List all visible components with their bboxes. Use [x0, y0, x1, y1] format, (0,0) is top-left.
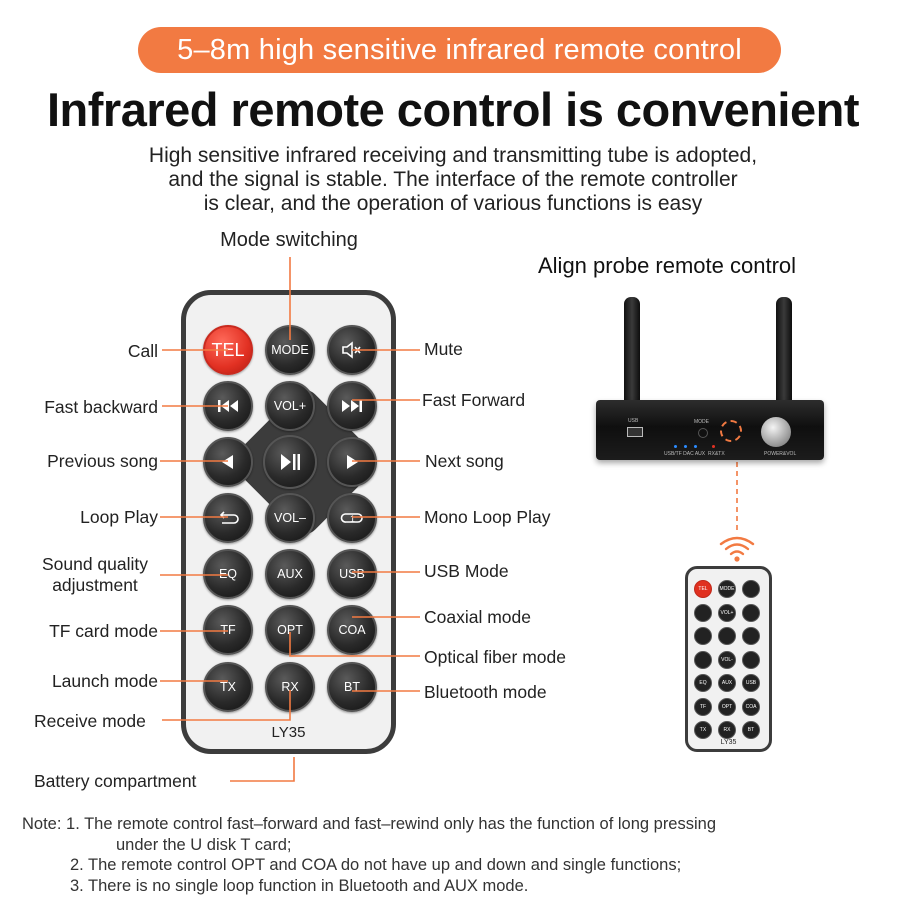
mini-remote-button [694, 604, 712, 622]
previous-icon [219, 453, 237, 471]
mini-remote-button: MODE [718, 580, 736, 598]
subtitle [40, 144, 866, 216]
device-power-text: POWER&VOL [764, 451, 797, 457]
label-optical-fiber-mode: Optical fiber mode [424, 647, 567, 667]
eq-label: EQ [218, 567, 238, 581]
antenna-right [776, 297, 792, 409]
bt-label: BT [344, 680, 360, 694]
label-mute: Mute [424, 339, 463, 359]
signal-icon [715, 534, 759, 562]
label-tf-card-mode: TF card mode [49, 621, 158, 641]
note-line: 3. There is no single loop function in Bluetooth and AUX mode. [70, 876, 529, 895]
note-line: under the U disk T card; [116, 835, 292, 854]
fast-backward-button[interactable] [203, 381, 253, 431]
bluetooth-receiver-device [596, 400, 824, 460]
loop-icon [216, 509, 240, 527]
label-sound-quality-line: Sound quality [41, 554, 149, 574]
headline: Infrared remote control is convenient [46, 83, 859, 136]
mini-remote-button: OPT [718, 698, 736, 716]
play-pause-icon [278, 452, 302, 472]
rx-label: RX [281, 680, 299, 694]
led [674, 445, 677, 448]
next-icon [343, 453, 361, 471]
power-volume-knob [761, 417, 791, 447]
tf-button[interactable] [203, 605, 253, 655]
mini-remote-button: TF [694, 698, 712, 716]
label-next-song: Next song [425, 451, 504, 471]
label-coaxial-mode: Coaxial mode [424, 607, 531, 627]
usb-button[interactable] [327, 549, 377, 599]
mini-remote-button: VOL- [718, 651, 736, 669]
device-mode-text: MODE [694, 419, 709, 425]
label-fast-backward: Fast backward [44, 397, 158, 417]
fast-backward-icon [216, 398, 240, 414]
coa-label: COA [338, 623, 366, 637]
right-panel-title: Align probe remote control [538, 253, 797, 278]
mini-remote-button [694, 627, 712, 645]
label-fast-forward: Fast Forward [422, 390, 526, 410]
label-receive-mode: Receive mode [34, 711, 146, 731]
note-line: 2. The remote control OPT and COA do not have up and down and single functions; [70, 856, 682, 874]
notes [22, 814, 882, 896]
vol-up-button[interactable] [265, 381, 315, 431]
mini-remote-button: TX [694, 721, 712, 739]
tx-label: TX [220, 680, 236, 694]
label-call: Call [127, 341, 158, 361]
single-loop-icon [340, 509, 364, 527]
mode-button-label: MODE [271, 343, 309, 357]
mini-remote-model: LY35 [720, 739, 737, 746]
label-sound-quality-line: adjustment [52, 575, 138, 595]
device-usb-text: USB [628, 418, 639, 424]
mono-loop-play-button[interactable] [327, 493, 377, 543]
mini-remote-button: AUX [718, 674, 736, 692]
tf-label: TF [220, 623, 236, 637]
mini-remote-button: TEL [694, 580, 712, 598]
eq-button[interactable] [203, 549, 253, 599]
fast-forward-button[interactable] [327, 381, 377, 431]
subtitle-line: High sensitive infrared receiving and transmitting tube is adopted, [148, 144, 758, 167]
next-song-button[interactable] [327, 437, 377, 487]
subtitle-line: is clear, and the operation of various functions is easy [203, 192, 703, 215]
vol-down-button[interactable] [265, 493, 315, 543]
mini-remote-button: VOL+ [718, 604, 736, 622]
mini-remote-button [742, 627, 760, 645]
led [694, 445, 697, 448]
mini-remote-button [718, 627, 736, 645]
mini-remote-button: USB [742, 674, 760, 692]
previous-song-button[interactable] [203, 437, 253, 487]
ir-receiver-ring [720, 420, 742, 442]
aux-button[interactable] [265, 549, 315, 599]
coa-button[interactable] [327, 605, 377, 655]
subtitle-line: and the signal is stable. The interface of the remote controller [168, 168, 738, 191]
mini-remote-button [742, 651, 760, 669]
device-rxtx-text: RX&TX [708, 451, 725, 457]
label-battery-compartment: Battery compartment [34, 771, 197, 791]
mini-remote-button [694, 651, 712, 669]
tx-button[interactable] [203, 662, 253, 712]
label-sound-quality [20, 554, 170, 596]
label-bluetooth-mode: Bluetooth mode [424, 682, 547, 702]
vol-up-label: VOL+ [273, 399, 307, 413]
label-mode-switching: Mode switching [220, 229, 358, 251]
mini-remote-button: EQ [694, 674, 712, 692]
usb-label: USB [339, 567, 365, 581]
note-line: Note: 1. The remote control fast–forward and fast–rewind only has the function of long pressing [22, 815, 717, 833]
bt-button[interactable] [327, 662, 377, 712]
loop-play-button[interactable] [203, 493, 253, 543]
mute-icon [341, 340, 363, 360]
label-launch-mode: Launch mode [51, 671, 158, 691]
label-loop-play: Loop Play [80, 507, 158, 527]
banner-text: 5–8m high sensitive infrared remote control [177, 33, 742, 66]
mini-remote-button: RX [718, 721, 736, 739]
label-usb-mode: USB Mode [424, 561, 509, 581]
mini-remote-button [742, 580, 760, 598]
label-mono-loop-play: Mono Loop Play [424, 507, 551, 527]
device-led-text: USB/TF DAC AUX [664, 451, 706, 457]
svg-text:1: 1 [350, 514, 356, 524]
aux-label: AUX [277, 567, 303, 581]
led [712, 445, 715, 448]
mini-remote-button: BT [742, 721, 760, 739]
mute-button[interactable] [327, 325, 377, 375]
label-previous-song: Previous song [47, 451, 158, 471]
mini-remote-button: COA [742, 698, 760, 716]
usb-port [627, 427, 643, 437]
antenna-left [624, 297, 640, 409]
opt-button[interactable] [265, 605, 315, 655]
rx-button[interactable] [265, 662, 315, 712]
mini-remote-button [742, 604, 760, 622]
device-mode-button [698, 428, 708, 438]
banner-pill [138, 27, 781, 73]
led [684, 445, 687, 448]
fast-forward-icon [340, 398, 364, 414]
play-pause-button[interactable] [263, 435, 317, 489]
mode-button[interactable] [265, 325, 315, 375]
vol-down-label: VOL– [274, 511, 306, 525]
opt-label: OPT [277, 623, 303, 637]
tel-button[interactable] [203, 325, 253, 375]
tel-button-label: TEL [211, 339, 245, 360]
remote-model-label: LY35 [271, 724, 306, 741]
